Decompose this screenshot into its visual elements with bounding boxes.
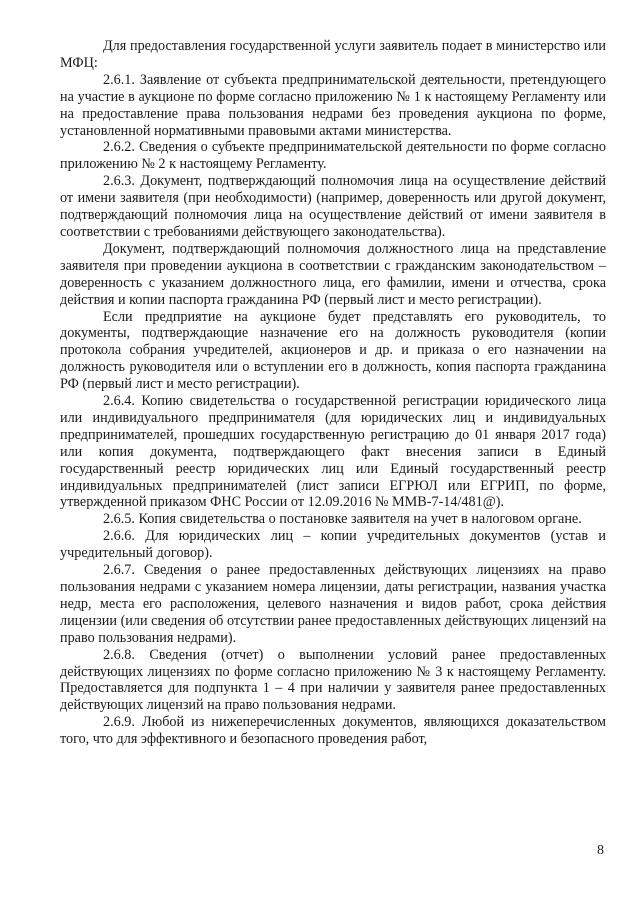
paragraph-2-6-3: 2.6.3. Документ, подтверждающий полномочия лица на осуществление действий от имени заявителя (при необходимости) (например, доверенность или другой документ, подтверждающий полномочия лица на осуществление действий от имени заявителя в соответствии с требованиями действующего законодательства). (60, 173, 606, 240)
page-number: 8 (597, 843, 604, 858)
paragraph-2-6-7: 2.6.7. Сведения о ранее предоставленных действующих лицензиях на право пользования недрами с указанием номера лицензии, даты регистрации, названия участка недр, места его расположения, целевого назначения и видов работ, срока действия лицензии (или сведения об отсутствии ранее предоставленных действующих лицензий на право пользования недрами). (60, 562, 606, 646)
paragraph-2-6-5: 2.6.5. Копия свидетельства о постановке заявителя на учет в налоговом органе. (103, 511, 582, 528)
paragraph-2-6-9: 2.6.9. Любой из нижеперечисленных документов, являющихся доказательством того, что для эффективного и безопасного проведения работ, (60, 714, 606, 748)
paragraph-2-6-2: 2.6.2. Сведения о субъекте предпринимательской деятельности по форме согласно приложению № 2 к настоящему Регламенту. (60, 139, 606, 173)
paragraph-authority-document: Документ, подтверждающий полномочия должностного лица на представление заявителя при проведении аукциона в соответствии с гражданским законодательством – доверенность с указанием должностного лица, его фамилии, имени и отчества, срока действия и копии паспорта гражданина РФ (первый лист и место регистрации). (60, 240, 606, 308)
paragraph-2-6-1: 2.6.1. Заявление от субъекта предпринимательской деятельности, претендующего на участие в аукционе по форме согласно приложению № 1 к настоящему Регламенту или на предоставление права пользования недрами без проведения аукциона по форме, установленной нормативными правовыми актами министерства. (60, 71, 606, 139)
paragraph-intro: Для предоставления государственной услуги заявитель подает в министерство или МФЦ: (60, 38, 606, 71)
document-body (60, 38, 606, 748)
paragraph-2-6-4: 2.6.4. Копию свидетельства о государственной регистрации юридического лица или индивидуального предпринимателя (для юридических лиц и индивидуальных предпринимателей, прошедших государственную регистрацию до 01 января 2017 года) или копия документа, подтверждающего факт внесения записи в Единый государственный реестр юридических лиц или Единый государственный реестр индивидуальных предпринимателей (лист записи ЕГРЮЛ или ЕГРИП, по форме, утвержденной приказом ФНС России от 12.09.2016 № ММВ-7-14/481@). (60, 393, 606, 511)
paragraph-2-6-8: 2.6.8. Сведения (отчет) о выполнении условий ранее предоставленных действующих лицензиях по форме согласно приложению № 3 к настоящему Регламенту. Предоставляется для подпункта 1 – 4 при наличии у заявителя ранее предоставленных действующих лицензий на право пользования недрами. (60, 646, 606, 714)
paragraph-2-6-6: 2.6.6. Для юридических лиц – копии учредительных документов (устав и учредительный договор). (60, 528, 606, 562)
paragraph-director-documents: Если предприятие на аукционе будет представлять его руководитель, то документы, подтверждающие назначение его на должность руководителя (копии протокола собрания учредителей, акционеров и др. и приказа о его назначении на должность руководителя или о вступлении его в должность, копия паспорта гражданина РФ (первый лист и место регистрации). (60, 308, 606, 393)
